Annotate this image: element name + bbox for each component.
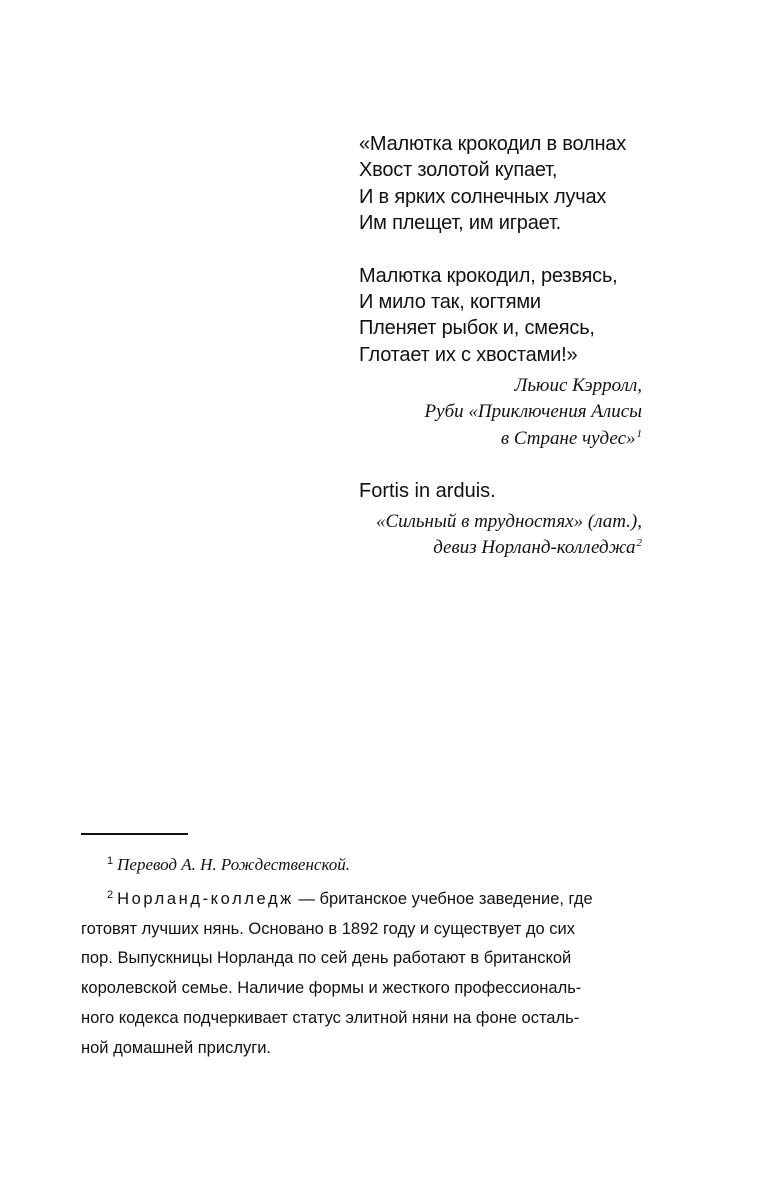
epigraph-poem	[359, 131, 626, 368]
motto-translation-text: «Сильный в трудностях» (лат.),	[375, 511, 642, 532]
footnote-2-first-line	[81, 881, 644, 915]
attribution-author: Льюис Кэрролл,	[514, 375, 642, 396]
poem-line: Глотает их с хвостами!»	[359, 343, 578, 366]
poem-line: Им плещет, им играет.	[359, 212, 562, 235]
poem-line: Хвост золотой купает,	[359, 159, 558, 182]
poem-stanza-1	[359, 131, 626, 237]
footnote-ref-1[interactable]: 1	[636, 427, 642, 440]
motto-latin: Fortis in arduis.	[359, 480, 496, 502]
footnote-2-line: ного кодекса подчеркивает статус элитной няни на фоне осталь-	[81, 1008, 580, 1027]
poem-line: Малютка крокодил, резвясь,	[359, 264, 618, 287]
poem-line: И мило так, когтями	[359, 291, 541, 314]
footnote-1-number: 1	[107, 855, 114, 867]
footnote-2	[81, 881, 644, 1064]
footnote-2-line: ной домашней прислуги.	[81, 1038, 272, 1057]
poem-line: И в ярких солнечных лучах	[359, 185, 607, 208]
attribution-source-end: в Стране чудес»	[500, 427, 636, 449]
attribution-source-cont	[425, 426, 642, 452]
motto-translation	[376, 509, 642, 562]
footnote-2-line: королевской семье. Наличие формы и жесткого профессиональ-	[81, 979, 582, 998]
footnote-divider	[81, 833, 188, 835]
footnote-1	[81, 847, 644, 881]
motto-source	[376, 535, 642, 561]
footnotes	[81, 847, 644, 1064]
poem-line: Пленяет рыбок и, смеясь,	[359, 317, 595, 340]
poem-line: «Малютка крокодил в волнах	[359, 133, 627, 155]
footnote-ref-2[interactable]: 2	[636, 537, 642, 550]
footnote-2-line-1: — британское учебное заведение, где	[293, 889, 593, 908]
footnote-2-term: Норланд-колледж	[117, 889, 294, 908]
footnote-2-line: пор. Выпускницы Норланда по сей день работают в британской	[81, 949, 572, 968]
footnote-2-number: 2	[107, 888, 114, 901]
poem-attribution	[425, 373, 642, 452]
footnote-1-text: Перевод А. Н. Рождественской.	[117, 855, 351, 874]
poem-stanza-2	[359, 263, 626, 369]
motto-source-text: девиз Норланд-колледжа	[433, 537, 636, 559]
attribution-source: Руби «Приключения Алисы	[424, 401, 642, 423]
footnote-2-line: готовят лучших нянь. Основано в 1892 году и существует до сих	[81, 919, 575, 938]
